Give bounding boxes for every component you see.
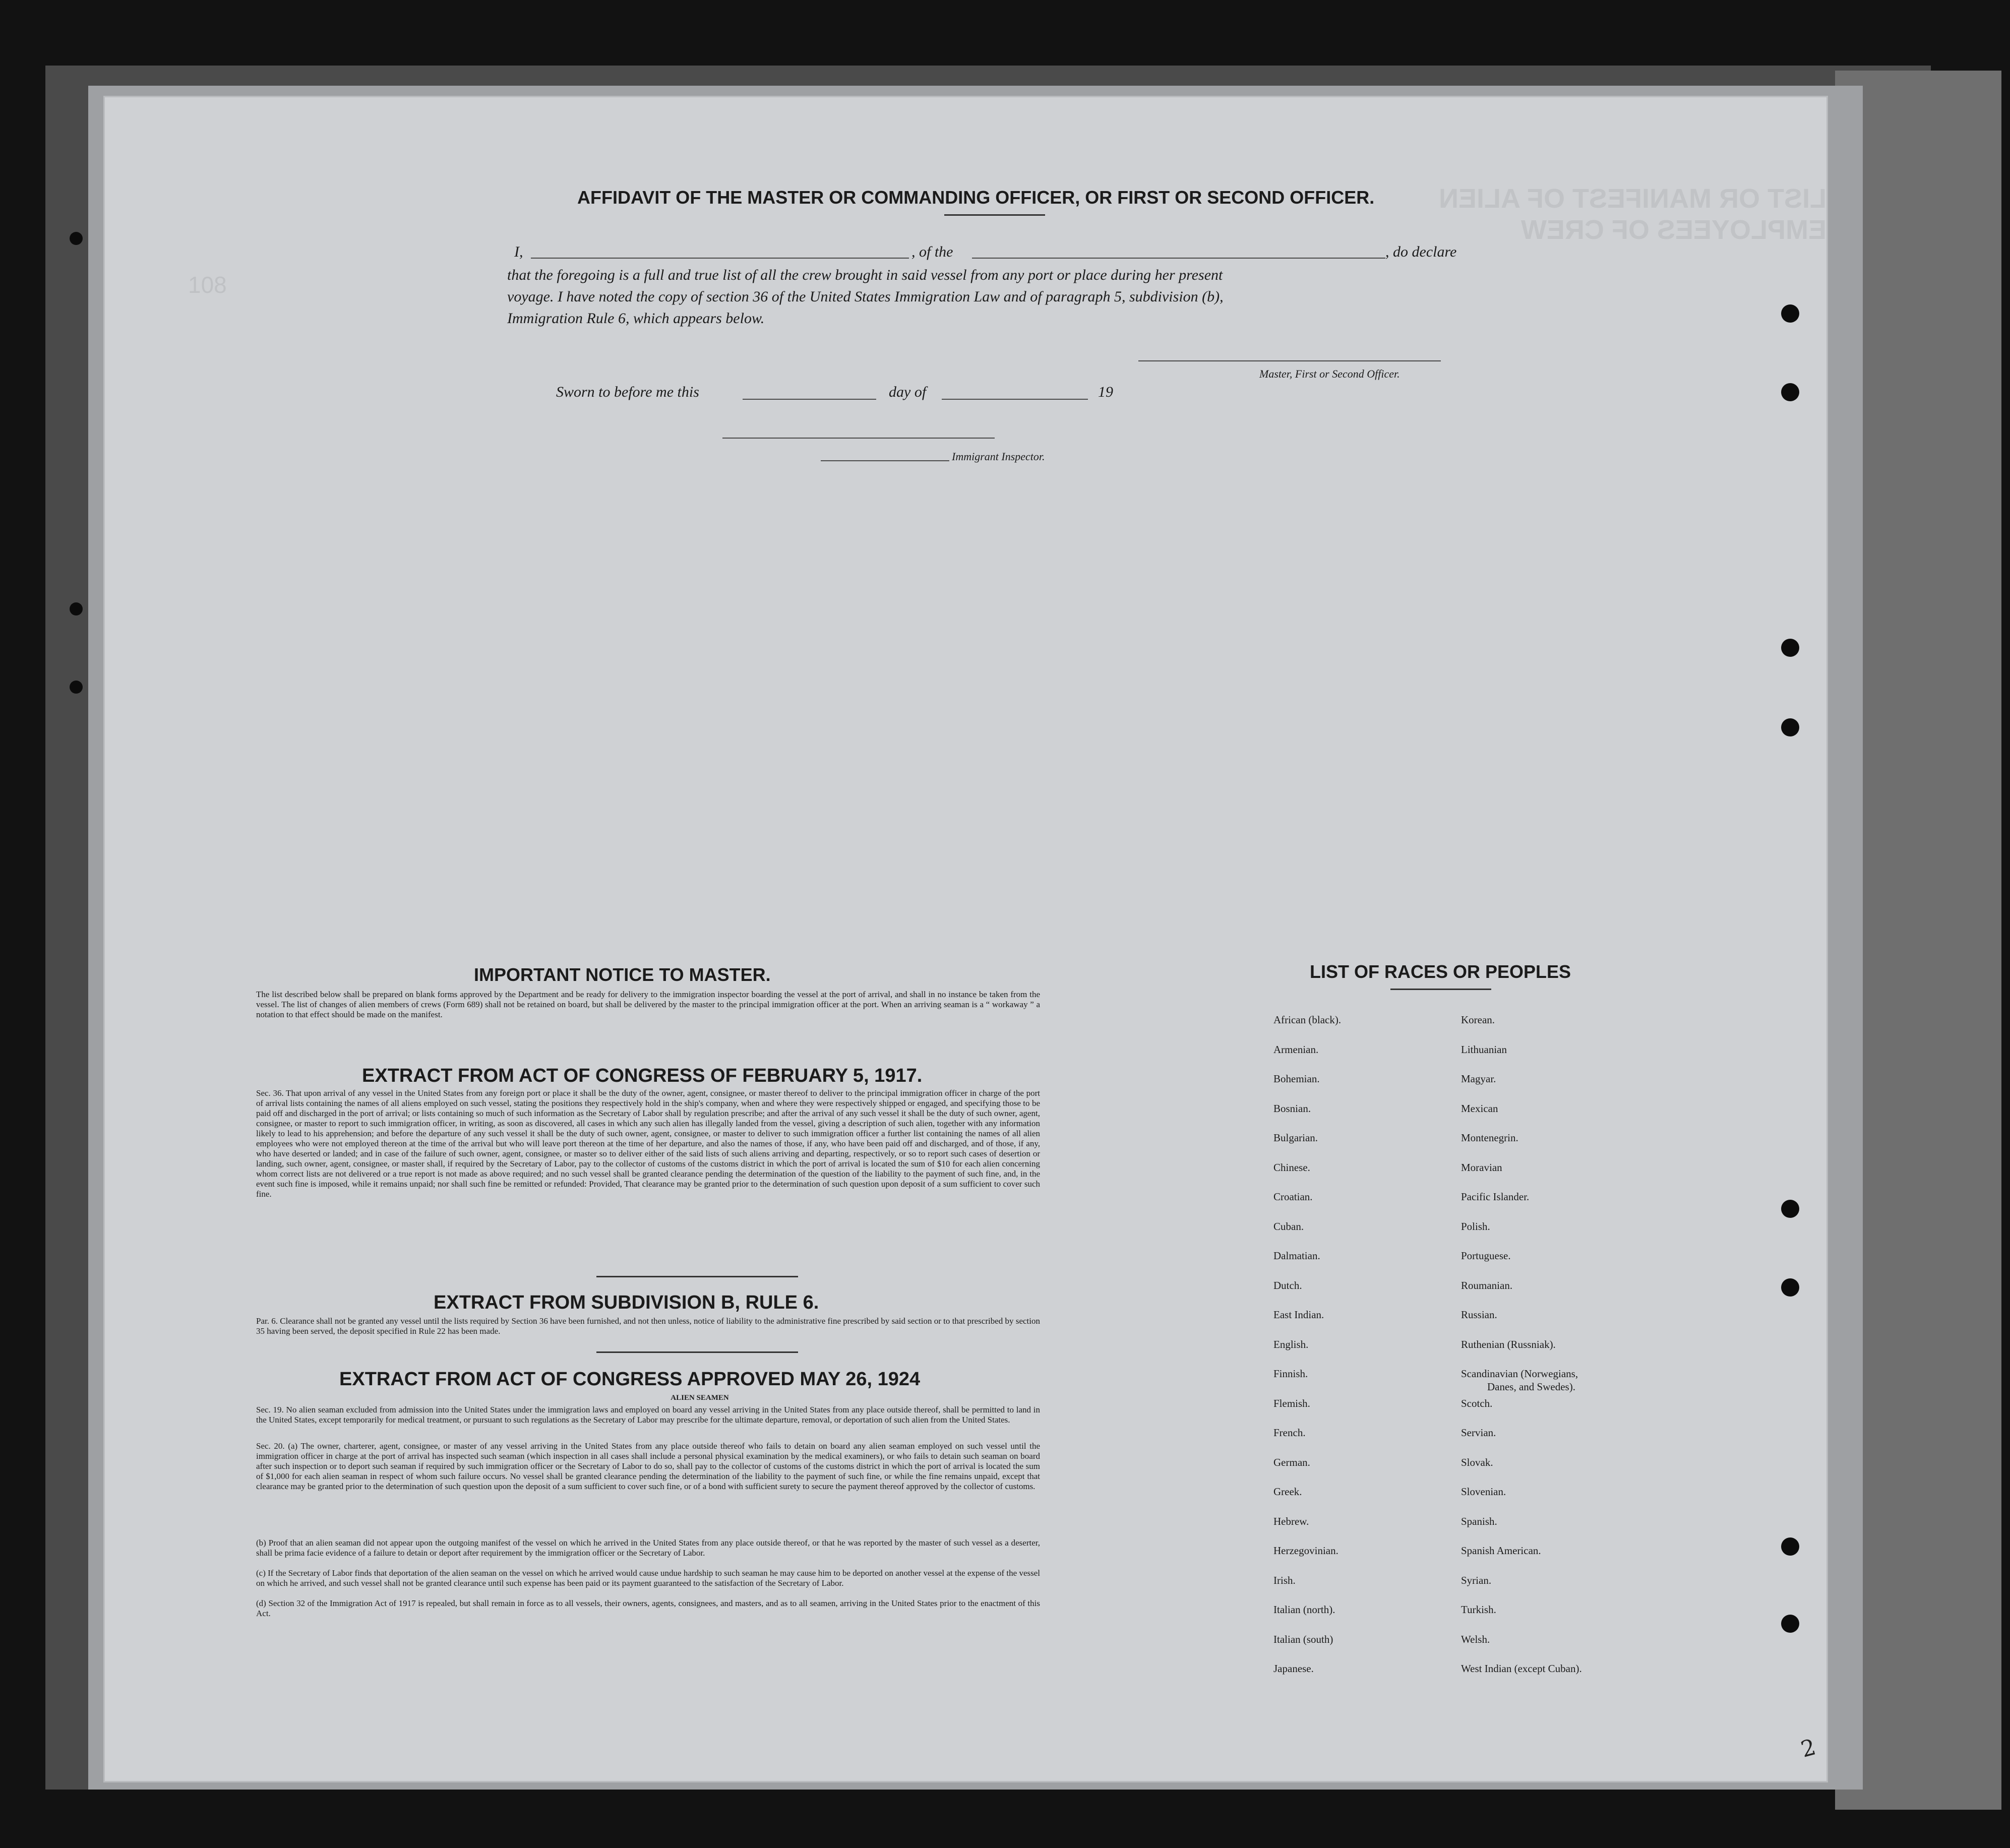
race-item: Spanish American. (1461, 1545, 1541, 1557)
race-item: Croatian. (1273, 1191, 1313, 1203)
affidavit-line-4: Immigration Rule 6, which appears below. (507, 310, 765, 327)
race-item: Dutch. (1273, 1279, 1302, 1291)
inspector-signature-field-upper[interactable] (722, 438, 995, 439)
bleed-through-header: LIST OR MANIFEST OF ALIEN EMPLOYEES OF CREW (1439, 183, 1826, 245)
notice-title: IMPORTANT NOTICE TO MASTER. (474, 964, 771, 985)
sworn-day-label: day of (889, 384, 927, 400)
extract-1924-subtitle: ALIEN SEAMEN (671, 1394, 729, 1402)
race-item: Moravian (1461, 1161, 1502, 1174)
race-item: Armenian. (1273, 1043, 1319, 1056)
extract-1917-title: EXTRACT FROM ACT OF CONGRESS OF FEBRUARY 5, 1917. (362, 1065, 923, 1086)
extract-1924-sec20c: (c) If the Secretary of Labor finds that deportation of the alien seaman on the vessel on which he arrived would cause undue hardship to such seaman he may cause him to be deported on another vessel at the expense of the vessel on which he arrived, and such vessel shall not be granted clearance until such expense has been paid or its payment guaranteed to the satisfaction of the Secretary of Labor. (256, 1568, 1040, 1588)
binder-hole (70, 681, 83, 694)
extract-rule6-body: Par. 6. Clearance shall not be granted any vessel until the lists required by Section 36 have been furnished, and not then unless, notice of liability to the administrative fine prescribed by said section or to that prescribed by section 35 having been served, the deposit specified in Rule 22 has been made. (256, 1316, 1040, 1336)
race-item: Servian. (1461, 1427, 1496, 1439)
race-item: Spanish. (1461, 1515, 1497, 1527)
race-item: Bohemian. (1273, 1073, 1320, 1085)
race-item: Korean. (1461, 1014, 1495, 1026)
race-item: Slovak. (1461, 1456, 1493, 1468)
races-title: LIST OF RACES OR PEOPLES (1310, 961, 1571, 982)
race-item-continuation: Danes, and Swedes). (1487, 1381, 1575, 1393)
punch-hole (1781, 1278, 1799, 1297)
affidavit-line-3: voyage. I have noted the copy of section 36 of the United States Immigration Law and of paragraph 5, subdivision (b), (507, 288, 1224, 305)
section-divider-2 (596, 1351, 798, 1353)
punch-hole (1781, 1537, 1799, 1556)
extract-1924-sec19: Sec. 19. No alien seaman excluded from admission into the United States under the immigration laws and employed on board any vessel arriving in the United States from any place outside thereof, shall be permitted to land in the United States, except temporarily for medical treatment, or pursuant to such regulations as the Secretary of Labor may prescribe for the ultimate departure, removal, or deportation of such alien from the United States. (256, 1405, 1040, 1425)
race-item: Italian (south) (1273, 1633, 1333, 1645)
race-item: Herzegovinian. (1273, 1545, 1338, 1557)
race-item: Mexican (1461, 1102, 1498, 1115)
affidavit-title: AFFIDAVIT OF THE MASTER OR COMMANDING OFFICER, OR FIRST OR SECOND OFFICER. (577, 187, 1375, 208)
punch-hole (1781, 718, 1799, 736)
race-item: Chinese. (1273, 1161, 1310, 1174)
race-item: Montenegrin. (1461, 1132, 1518, 1144)
race-item: Russian. (1461, 1309, 1497, 1321)
race-item: English. (1273, 1338, 1309, 1350)
races-title-rule (1390, 989, 1491, 990)
sworn-day-field[interactable] (743, 399, 876, 400)
extract-1917-body: Sec. 36. That upon arrival of any vessel in the United States from any foreign port or place it shall be the duty of the owner, agent, consignee, or master thereof to deliver to the principal immigration officer in charge of the port of arrival lists containing the names of all aliens employed on such vessel, stating the positions they respectively hold in the ship's company, when and where they were respectively shipped or engaged, and specifying those to be paid off and discharged in the port of arrival; or lists containing so much of such information as the Secretary of Labor shall by regulation prescribe; and after the arrival of any such vessel it shall be the duty of such owner, agent, consignee, or master to report to such immigration officer, in writing, as soon as discovered, all cases in which any such alien has illegally landed from the vessel, giving a description of such alien, together with any information likely to lead to his apprehension; and before the departure of any such vessel it shall be the duty of such owner, agent, consignee, or master to deliver to such immigration officer a further list containing the names of all alien employees who were not employed thereon at the time of the arrival but who will leave port thereon at the time of her departure, and also the names of those, if any, who have been paid off and discharged, and of those, if any, who have deserted or landed; and in case of the failure of such owner, agent, consignee, or master so to deliver either of the said lists of such aliens arriving and departing, respectively, or so to report such cases of desertion or landing, such owner, agent, consignee, or master shall, if required by the Secretary of Labor, pay to the collector of customs of the customs district in which the port of arrival is located the sum of $10 for each alien concerning whom correct lists are not delivered or a true report is not made as above required; and no such vessel shall be granted clearance pending the determination of the question of the liability to the payment of such fine, and, in the event such fine is imposed, while it remains unpaid; nor shall such fine be remitted or refunded: Provided, That clearance may be granted prior to the determination of such question upon deposit of a sum sufficient to cover such fine. (256, 1088, 1040, 1199)
race-item: Scandinavian (Norwegians, (1461, 1368, 1578, 1380)
race-item: Hebrew. (1273, 1515, 1309, 1527)
declarant-prefix: I, (514, 243, 523, 260)
race-item: Italian (north). (1273, 1604, 1335, 1616)
race-item: Portuguese. (1461, 1250, 1511, 1262)
race-item: Bulgarian. (1273, 1132, 1318, 1144)
binder-hole (70, 232, 83, 245)
section-divider-1 (596, 1276, 798, 1277)
inspector-label: Immigrant Inspector. (952, 450, 1045, 463)
race-item: Flemish. (1273, 1397, 1310, 1409)
race-item: East Indian. (1273, 1309, 1324, 1321)
race-item: Bosnian. (1273, 1102, 1311, 1115)
punch-hole (1781, 1615, 1799, 1633)
punch-hole (1781, 1200, 1799, 1218)
extract-rule6-title: EXTRACT FROM SUBDIVISION B, RULE 6. (434, 1292, 819, 1313)
race-item: Cuban. (1273, 1220, 1304, 1233)
race-item: Ruthenian (Russniak). (1461, 1338, 1556, 1350)
sworn-month-field[interactable] (942, 399, 1088, 400)
race-item: Syrian. (1461, 1574, 1492, 1586)
race-item: German. (1273, 1456, 1310, 1468)
affidavit-title-rule (944, 214, 1045, 216)
race-item: West Indian (except Cuban). (1461, 1662, 1582, 1675)
extract-1924-sec20b: (b) Proof that an alien seaman did not appear upon the outgoing manifest of the vessel on which he arrived in the United States from any place outside thereof, or that he was reported by the master of such vessel as a deserter, shall be prima facie evidence of a failure to detain or deport after requirement by the immigration officer or the Secretary of Labor. (256, 1538, 1040, 1558)
binder-hole (70, 602, 83, 615)
race-item: Finnish. (1273, 1368, 1308, 1380)
race-item: Scotch. (1461, 1397, 1493, 1409)
document-page (103, 96, 1828, 1782)
extract-1924-sec20d: (d) Section 32 of the Immigration Act of 1917 is repealed, but shall remain in force as to all vessels, their owners, agents, consignees, and masters, and as to all seamen, arriving in the United States prior to the enactment of this Act. (256, 1598, 1040, 1618)
race-item: Japanese. (1273, 1662, 1314, 1675)
race-item: Dalmatian. (1273, 1250, 1320, 1262)
race-item: Pacific Islander. (1461, 1191, 1530, 1203)
race-item: Magyar. (1461, 1073, 1496, 1085)
race-item: Greek. (1273, 1486, 1302, 1498)
race-item: French. (1273, 1427, 1306, 1439)
race-item: Welsh. (1461, 1633, 1490, 1645)
vessel-name-field[interactable] (972, 258, 1385, 259)
master-signature-field[interactable] (1138, 360, 1441, 361)
master-signature-label: Master, First or Second Officer. (1259, 367, 1400, 380)
race-item: Turkish. (1461, 1604, 1496, 1616)
page-number-mark: 2 (1798, 1734, 1819, 1763)
notice-body: The list described below shall be prepared on blank forms approved by the Department and be ready for delivery to the immigration inspector boarding the vessel at the port of arrival, and shall in no instance be taken from the vessel. The list of changes of alien members of crews (Form 689) shall not be retained on board, but shall be delivered by the master to the principal immigration officer at the port. When an arriving seaman is a “ workaway ” a notation to that effect should be made on the manifest. (256, 990, 1040, 1019)
race-item: Slovenian. (1461, 1486, 1506, 1498)
extract-1924-title: EXTRACT FROM ACT OF CONGRESS APPROVED MAY 26, 1924 (339, 1369, 921, 1390)
affidavit-line-2: that the foregoing is a full and true list of all the crew brought in said vessel from any port or place during her present (507, 267, 1223, 283)
punch-hole (1781, 639, 1799, 657)
race-item: Lithuanian (1461, 1043, 1507, 1056)
extract-1924-sec20a: Sec. 20. (a) The owner, charterer, agent, consignee, or master of any vessel arriving in the United States from any place outside thereof who fails to detain on board any alien seaman employed on such vessel until the immigration officer in charge at the port of arrival has inspected such seaman (which inspection in all cases shall include a personal physical examination by the medical examiners), or who fails to detain such seaman on board after such inspection or to deport such seaman if required by such immigration officer or the Secretary of Labor to do so, shall pay to the collector of customs of the customs district in which the port of arrival is located the sum of $1,000 for each alien seaman in respect of whom such failure occurs. No vessel shall be granted clearance pending the determination of the liability to the payment of such fine, or while the fine remains unpaid, except that clearance may be granted prior to the determination of such question upon the deposit of a sum sufficient to cover such fine, or of a bond with sufficient surety to secure the payment thereof approved by the collector of customs. (256, 1441, 1040, 1491)
race-item: African (black). (1273, 1014, 1342, 1026)
declarant-name-field[interactable] (531, 258, 909, 259)
declarant-vessel-prefix: , of the (911, 243, 953, 260)
margin-number: 108 (188, 272, 227, 298)
punch-hole (1781, 383, 1799, 401)
race-item: Roumanian. (1461, 1279, 1513, 1291)
inspector-signature-field[interactable] (821, 460, 949, 461)
race-item: Polish. (1461, 1220, 1490, 1233)
punch-hole (1781, 304, 1799, 323)
declare-suffix: , do declare (1385, 243, 1457, 260)
race-item: Irish. (1273, 1574, 1296, 1586)
sworn-prefix: Sworn to before me this (556, 384, 699, 400)
sworn-year: 19 (1098, 384, 1113, 400)
